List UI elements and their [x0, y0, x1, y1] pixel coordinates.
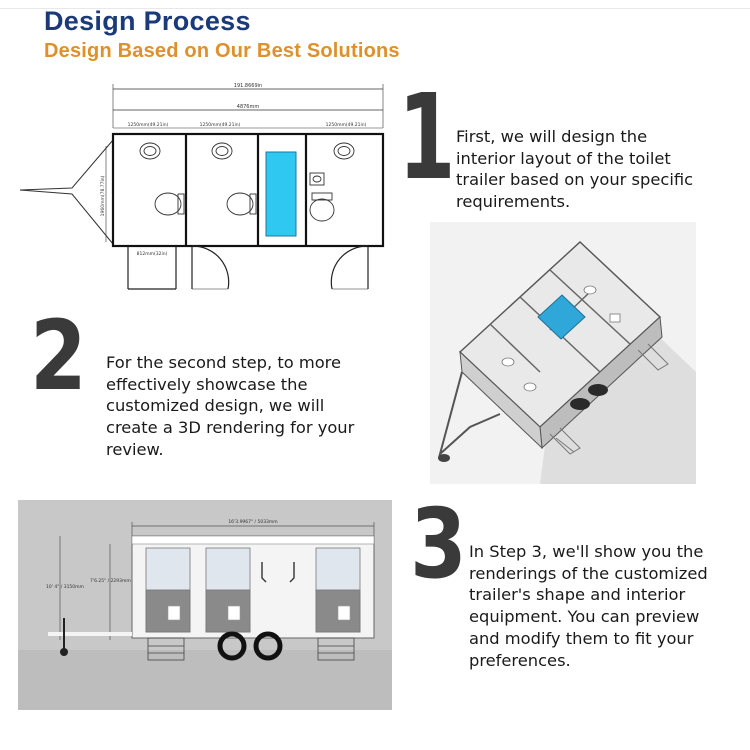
step-1-text [456, 126, 693, 213]
door-dim-label: 812mm(32in) [136, 252, 168, 257]
step-2-number: 2 [30, 300, 87, 412]
step-3-line: preferences. [469, 650, 571, 670]
room-dim-2: 1250mm(49.21in) [199, 123, 241, 128]
step-3-line: equipment. You can preview [469, 607, 700, 627]
step-3-number: 3 [410, 488, 467, 600]
shower-tray [266, 152, 296, 236]
step-1-line: interior layout of the toilet [456, 148, 671, 168]
3d-rendering-image [430, 222, 696, 484]
step-3-line: trailer's shape and interior [469, 585, 686, 605]
step-2-line: create a 3D rendering for your [106, 418, 355, 438]
step-3-line: and modify them to fit your [469, 628, 694, 648]
step-1-line: requirements. [456, 192, 571, 212]
step-2-text [106, 352, 354, 461]
room-dim-1: 1250mm(49.21in) [127, 123, 169, 128]
page-title: Design Process [44, 6, 251, 36]
elevation-rendering-image [18, 500, 392, 710]
step-3-line: In Step 3, we'll show you the [469, 542, 704, 561]
floor-plan-drawing [16, 78, 392, 294]
room-dim-3: 1250mm(49.21in) [325, 123, 367, 128]
step-2-line: review. [106, 439, 164, 459]
page-subtitle: Design Based on Our Best Solutions [44, 40, 400, 62]
step-2-line: effectively showcase the [106, 374, 308, 394]
step-1-line: trailer based on your specific [456, 170, 694, 190]
elev-overall-dim: 16'3.9967" / 5033mm [228, 520, 278, 525]
overall-dim-label: 191.8669in [233, 83, 263, 89]
step-2-line: For the second step, to more [106, 353, 342, 372]
inner-dim-label: 4876mm [236, 104, 260, 110]
step-2-line: customized design, we will [106, 396, 325, 416]
elev-mid-dim: 7'6.25" / 2293mm [90, 579, 131, 584]
step-3-text [469, 541, 708, 671]
step-1-number: 1 [398, 68, 456, 206]
height-dim-label: 1960mm(78.77in) [101, 175, 106, 217]
step-1-line: First, we will design the [456, 127, 648, 146]
step-3-line: renderings of the customized [469, 563, 708, 583]
elev-left-dim: 10' 4" / 3150mm [46, 585, 84, 590]
